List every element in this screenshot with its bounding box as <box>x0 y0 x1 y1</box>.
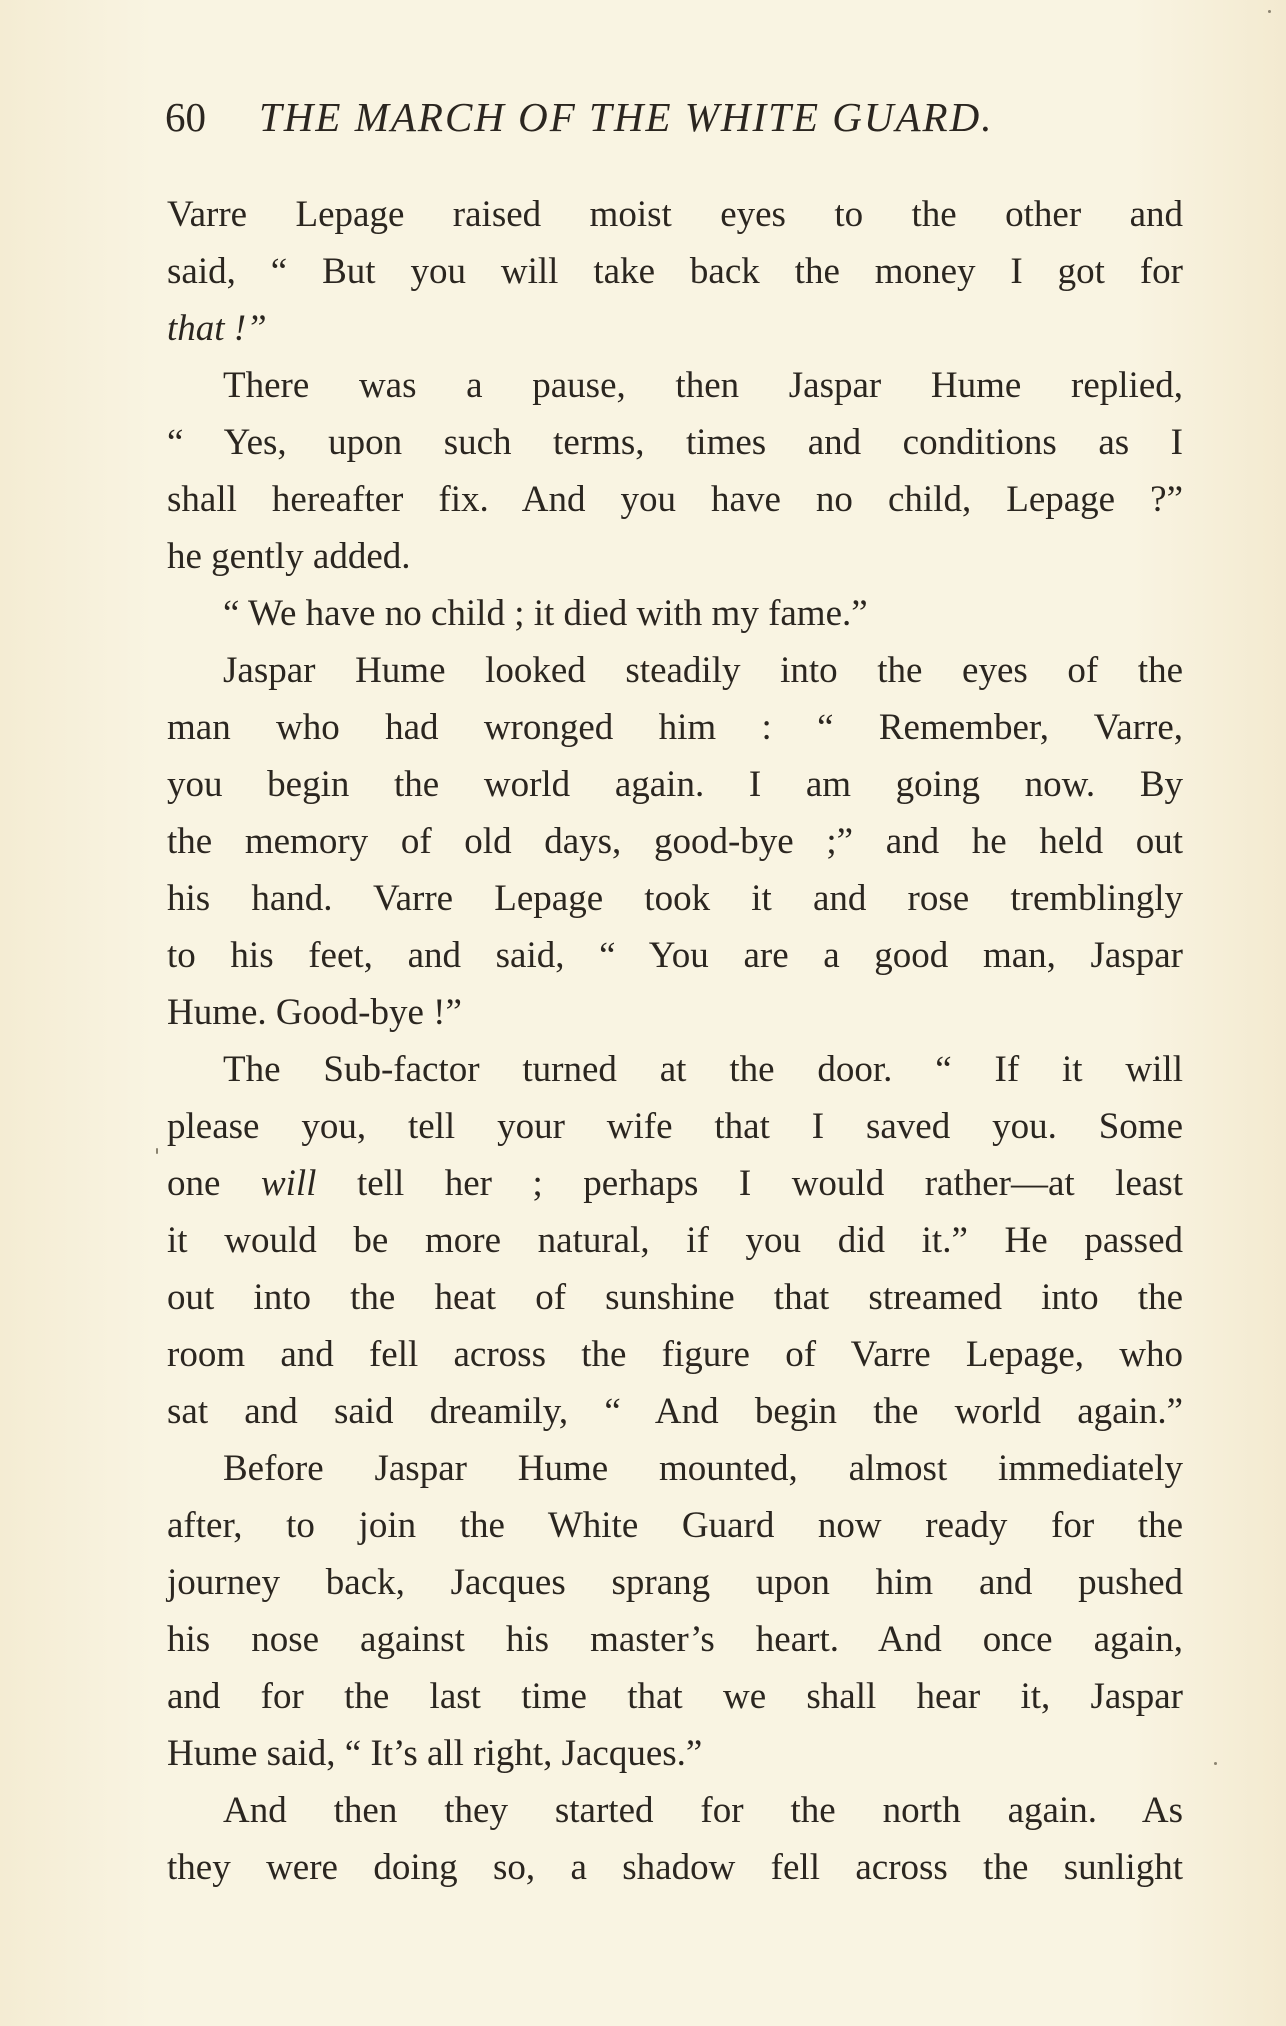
text-line: his nose against his master’s heart. And once again, <box>167 1619 1183 1660</box>
text-line: “ We have no child ; it died with my fame.” <box>223 593 868 634</box>
italic-word: will <box>260 1163 317 1204</box>
text-line: they were doing so, a shadow fell across the sunlight <box>167 1847 1183 1888</box>
text-line: Varre Lepage raised moist eyes to the other and <box>167 194 1183 235</box>
text-line: sat and said dreamily, “ And begin the world again.” <box>167 1391 1183 1432</box>
text-line <box>167 1155 1183 1212</box>
text-line: journey back, Jacques sprang upon him and pushed <box>167 1562 1183 1603</box>
text-line: The Sub-factor turned at the door. “ If it will <box>223 1049 1183 1090</box>
text-line: And then they started for the north again. As <box>223 1790 1183 1831</box>
paper-speck <box>1214 1762 1217 1765</box>
text-line: the memory of old days, good-bye ;” and he held out <box>167 821 1183 862</box>
text-line: out into the heat of sunshine that streamed into the <box>167 1277 1183 1318</box>
line-segment: tell her ; perhaps I would rather—at least <box>316 1163 1183 1204</box>
paper-speck <box>156 1148 158 1154</box>
running-title: THE MARCH OF THE WHITE GUARD. <box>259 94 994 140</box>
paper-speck <box>1268 10 1271 13</box>
text-line: and for the last time that we shall hear it, Jaspar <box>167 1676 1183 1717</box>
page-number: 60 <box>165 94 206 140</box>
text-line: shall hereafter fix. And you have no child, Lepage ?” <box>167 479 1183 520</box>
italic-text: that !” <box>167 308 267 349</box>
running-head <box>165 92 1115 142</box>
text-line: man who had wronged him : “ Remember, Varre, <box>167 707 1183 748</box>
text-line <box>167 300 1183 357</box>
text-line: after, to join the White Guard now ready for the <box>167 1505 1183 1546</box>
body-text <box>167 186 1183 1896</box>
text-line: Hume. Good-bye !” <box>167 992 462 1033</box>
text-line: his hand. Varre Lepage took it and rose tremblingly <box>167 878 1183 919</box>
text-line: said, “ But you will take back the money I got for <box>167 251 1183 292</box>
text-line: room and fell across the figure of Varre Lepage, who <box>167 1334 1183 1375</box>
text-line: Jaspar Hume looked steadily into the eyes of the <box>223 650 1183 691</box>
text-line: Hume said, “ It’s all right, Jacques.” <box>167 1733 703 1774</box>
line-segment: one <box>167 1163 261 1204</box>
text-line: please you, tell your wife that I saved you. Some <box>167 1106 1183 1147</box>
text-line: he gently added. <box>167 536 411 577</box>
text-line: Before Jaspar Hume mounted, almost immediately <box>223 1448 1183 1489</box>
text-line: “ Yes, upon such terms, times and conditions as I <box>167 422 1183 463</box>
text-line: you begin the world again. I am going now. By <box>167 764 1183 805</box>
text-line: it would be more natural, if you did it.” He passed <box>167 1220 1183 1261</box>
text-line: to his feet, and said, “ You are a good man, Jaspar <box>167 935 1183 976</box>
text-line: There was a pause, then Jaspar Hume replied, <box>223 365 1183 406</box>
